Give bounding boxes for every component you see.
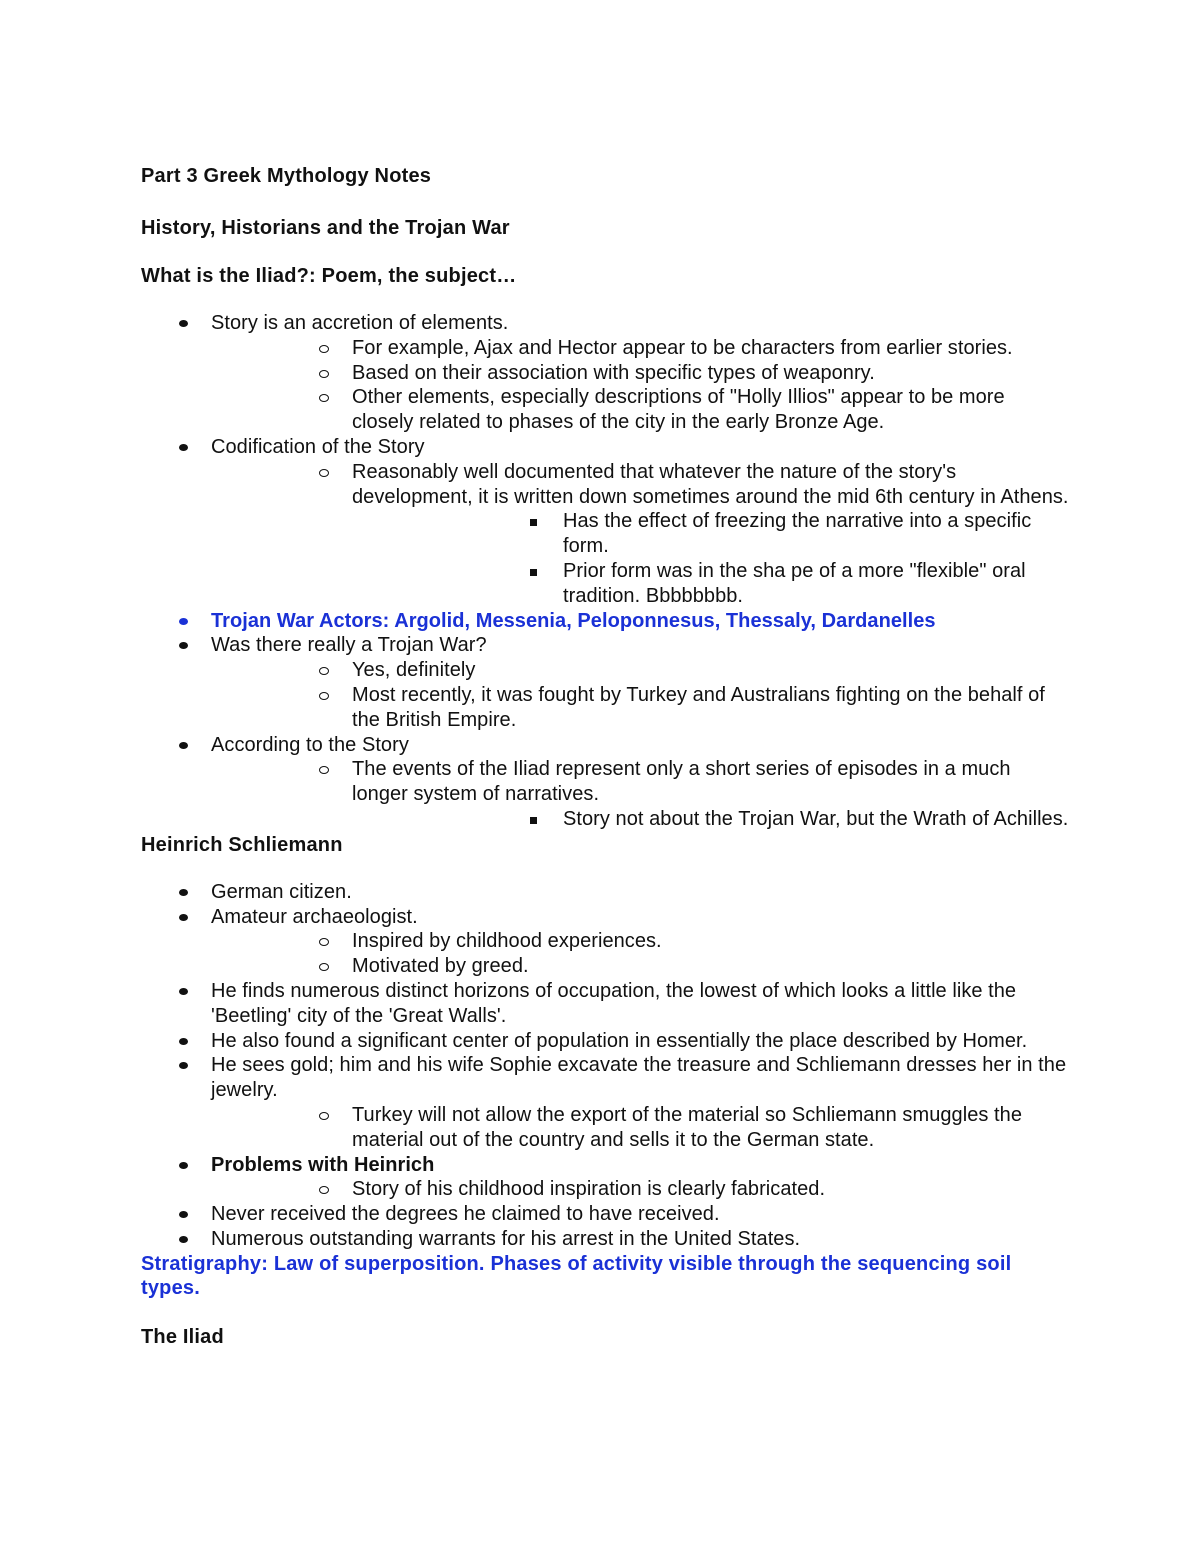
section-heading-iliad-poem: What is the Iliad?: Poem, the subject… [141, 265, 517, 287]
list-item [211, 1177, 1071, 1202]
list-item [352, 559, 1071, 609]
list-item-text: Story of his childhood inspiration is clearly fabricated. [352, 1178, 826, 1201]
document-title: Part 3 Greek Mythology Notes [141, 165, 432, 187]
bullet-square-icon [530, 519, 537, 526]
bullet-disc-icon [179, 1162, 188, 1169]
sub-list [211, 757, 1071, 831]
list-item [141, 979, 1071, 1029]
list-item-text: For example, Ajax and Hector appear to be characters from earlier stories. [352, 336, 1013, 359]
sub-list [211, 1177, 1071, 1202]
sub-list [211, 1103, 1071, 1153]
bullet-circle-icon [319, 667, 329, 675]
list-item [141, 1227, 1071, 1252]
sub-list [211, 460, 1071, 609]
bullet-disc-icon [179, 642, 188, 649]
bullet-square-icon [530, 817, 537, 824]
bullet-circle-icon [319, 1112, 329, 1120]
list-item [141, 1202, 1071, 1227]
bullet-circle-icon [319, 345, 329, 353]
bullet-disc-icon [179, 988, 188, 995]
list-item [211, 460, 1071, 609]
section-heading-schliemann: Heinrich Schliemann [141, 833, 343, 856]
bullet-disc-icon [179, 1211, 188, 1218]
bullet-circle-icon [319, 1186, 329, 1194]
list-item-text: Yes, definitely [352, 659, 476, 682]
list-item-text: He also found a significant center of population in essentially the place described by Homer. [211, 1029, 1028, 1052]
stratigraphy-note: Stratigraphy: Law of superposition. Phases of activity visible through the sequencing soil types. [141, 1252, 1012, 1300]
list-item [141, 905, 1071, 979]
list-item-text: He sees gold; him and his wife Sophie excavate the treasure and Schliemann dresses her in the jewelry. [211, 1054, 1067, 1102]
list-item [141, 1053, 1071, 1152]
list-item-text: Trojan War Actors: Argolid, Messenia, Peloponnesus, Thessaly, Dardanelles [211, 609, 936, 632]
list-item-text: Amateur archaeologist. [211, 905, 418, 928]
list-item-text: Never received the degrees he claimed to have received. [211, 1203, 720, 1226]
list-item-text: Other elements, especially descriptions of "Holly Illios" appear to be more closely related to phases of the city in the early Bronze Age. [352, 386, 1005, 434]
list-item-text: Based on their association with specific types of weaponry. [352, 361, 875, 384]
bullet-disc-icon [179, 1038, 188, 1045]
sub-sub-list [352, 509, 1071, 608]
list-item-text: Problems with Heinrich [211, 1153, 435, 1176]
list-item [352, 807, 1071, 832]
list-item-text: Reasonably well documented that whatever the nature of the story's development, it is written down sometimes around the mid 6th century in Athens. [352, 460, 1069, 508]
document-subtitle: History, Historians and the Trojan War [141, 217, 510, 239]
list-item-text: Inspired by childhood experiences. [352, 930, 662, 953]
list-item-text: Turkey will not allow the export of the material so Schliemann smuggles the material out of the country and sells it to the German state. [352, 1103, 1022, 1151]
list-item [141, 435, 1071, 609]
list-item [211, 929, 1071, 954]
bullet-circle-icon [319, 394, 329, 402]
bullet-disc-icon [179, 320, 188, 327]
list-item-text: Has the effect of freezing the narrative into a specific form. [563, 510, 1032, 558]
bullet-disc-icon [179, 444, 188, 451]
bullet-circle-icon [319, 370, 329, 378]
bullet-square-icon [530, 569, 537, 576]
list-item [211, 385, 1071, 435]
list-item [352, 509, 1071, 559]
list-item-text: Codification of the Story [211, 435, 425, 458]
sub-list [211, 929, 1071, 979]
list-item-text: German citizen. [211, 880, 352, 903]
list-item [211, 336, 1071, 361]
section-iliad-list [141, 311, 1071, 832]
bullet-disc-icon [179, 618, 188, 625]
list-item [211, 1103, 1071, 1153]
list-item-highlighted [141, 609, 1071, 634]
list-item-text: Was there really a Trojan War? [211, 634, 487, 657]
list-item-text: According to the Story [211, 733, 409, 756]
list-item-text: He finds numerous distinct horizons of occupation, the lowest of which looks a little like the 'Beetling' city of the 'Great Walls'. [211, 979, 1017, 1027]
bullet-circle-icon [319, 938, 329, 946]
bullet-disc-icon [179, 1062, 188, 1069]
list-item [211, 683, 1071, 733]
list-item [141, 733, 1071, 832]
list-item-text: Prior form was in the sha pe of a more "flexible" oral tradition. Bbbbbbbb. [563, 559, 1026, 607]
bullet-disc-icon [179, 1236, 188, 1243]
bullet-circle-icon [319, 469, 329, 477]
section-heading-the-iliad: The Iliad [141, 1326, 224, 1349]
list-item [141, 1029, 1071, 1054]
list-item-text: Story not about the Trojan War, but the Wrath of Achilles. [563, 807, 1069, 830]
list-item-text: Story is an accretion of elements. [211, 312, 509, 334]
list-item-text: Motivated by greed. [352, 955, 529, 978]
section-schliemann-list [141, 880, 1071, 1252]
bullet-disc-icon [179, 889, 188, 896]
bullet-circle-icon [319, 692, 329, 700]
sub-list [211, 658, 1071, 732]
list-item [211, 757, 1071, 831]
bullet-disc-icon [179, 914, 188, 921]
list-item-text: The events of the Iliad represent only a short series of episodes in a much longer system of narratives. [352, 758, 1011, 806]
bullet-circle-icon [319, 766, 329, 774]
list-item-text: Numerous outstanding warrants for his arrest in the United States. [211, 1227, 801, 1250]
sub-list [211, 336, 1071, 435]
list-item [211, 361, 1071, 386]
list-item-text: Most recently, it was fought by Turkey and Australians fighting on the behalf of the British Empire. [352, 683, 1045, 731]
bullet-disc-icon [179, 742, 188, 749]
document-page [141, 163, 1071, 1372]
list-item [141, 633, 1071, 732]
list-item [211, 658, 1071, 683]
list-item [211, 954, 1071, 979]
list-item [141, 880, 1071, 905]
bullet-circle-icon [319, 963, 329, 971]
list-item-bold [141, 1153, 1071, 1203]
sub-sub-list [352, 807, 1071, 832]
list-item [141, 311, 1071, 435]
